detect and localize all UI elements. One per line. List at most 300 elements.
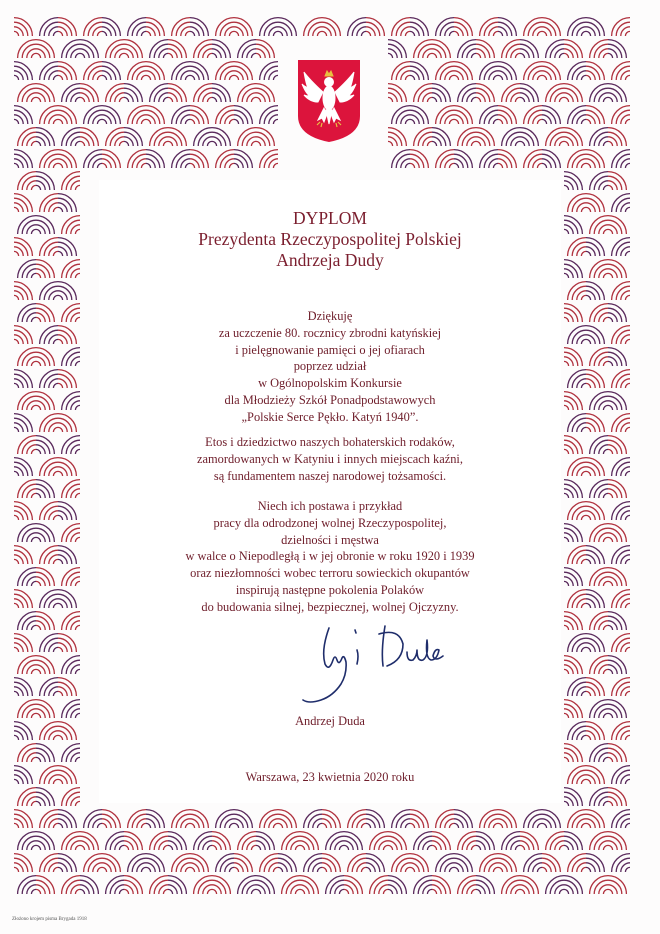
pattern-arc: [58, 691, 63, 696]
pattern-arc: [53, 75, 58, 80]
pattern-arc: [234, 823, 239, 828]
polish-eagle-emblem-icon: [296, 58, 362, 144]
pattern-arc: [31, 757, 36, 762]
pattern-arc: [449, 163, 454, 168]
pattern-arc: [625, 119, 630, 124]
pattern-arc: [625, 339, 630, 344]
pattern-arc: [36, 493, 41, 498]
pattern-arc: [124, 845, 129, 850]
pattern-arc: [564, 581, 569, 586]
pattern-arc: [75, 625, 80, 630]
pattern-arc: [625, 691, 630, 696]
pattern-arc: [212, 889, 217, 894]
pattern-arc: [586, 31, 591, 36]
pattern-arc: [586, 515, 591, 520]
pattern-arc: [405, 75, 410, 80]
pattern-arc: [102, 867, 107, 872]
text-line: oraz niezłomności wobec terroru sowieckich okupantów: [190, 566, 470, 581]
pattern-arc: [405, 867, 410, 872]
pattern-arc: [185, 163, 190, 168]
pattern-arc: [31, 273, 36, 278]
pattern-arc: [564, 229, 569, 234]
pattern-arc: [31, 537, 36, 542]
pattern-arc: [317, 867, 322, 872]
pattern-arc: [603, 713, 608, 718]
pattern-arc: [36, 97, 41, 102]
pattern-arc: [14, 383, 19, 388]
pattern-arc: [58, 471, 63, 476]
pattern-arc: [603, 97, 608, 102]
pattern-arc: [75, 669, 80, 674]
pattern-arc: [471, 889, 476, 894]
pattern-arc: [190, 163, 195, 168]
pattern-arc: [405, 823, 410, 828]
pattern-arc: [564, 361, 569, 366]
pattern-arc: [410, 163, 415, 168]
pattern-arc: [207, 53, 212, 58]
pattern-arc: [586, 251, 591, 256]
pattern-arc: [581, 383, 586, 388]
pattern-arc: [515, 97, 520, 102]
pattern-arc: [581, 515, 586, 520]
pattern-arc: [581, 867, 586, 872]
pattern-arc: [581, 295, 586, 300]
pattern-arc: [31, 801, 36, 806]
pattern-arc: [559, 845, 564, 850]
pattern-arc: [625, 515, 630, 520]
pattern-arc: [608, 669, 613, 674]
pattern-arc: [608, 493, 613, 498]
pattern-arc: [361, 31, 366, 36]
pattern-arc: [273, 163, 278, 168]
pattern-arc: [366, 31, 371, 36]
pattern-arc: [608, 317, 613, 322]
title-line-name: Andrzeja Dudy: [276, 250, 384, 270]
pattern-arc: [190, 75, 195, 80]
pattern-arc: [498, 119, 503, 124]
pattern-arc: [410, 75, 415, 80]
pattern-arc: [586, 603, 591, 608]
pattern-arc: [58, 383, 63, 388]
pattern-arc: [256, 53, 261, 58]
pattern-arc: [339, 889, 344, 894]
text-line: Etos i dziedzictwo naszych bohaterskich rodaków,: [205, 435, 455, 449]
pattern-arc: [581, 647, 586, 652]
pattern-arc: [603, 141, 608, 146]
pattern-arc: [542, 119, 547, 124]
pattern-arc: [185, 823, 190, 828]
pattern-arc: [581, 471, 586, 476]
pattern-arc: [190, 119, 195, 124]
pattern-arc: [471, 97, 476, 102]
pattern-arc: [36, 713, 41, 718]
pattern-arc: [97, 75, 102, 80]
pattern-arc: [603, 229, 608, 234]
pattern-arc: [383, 845, 388, 850]
text-line: w Ogólnopolskim Konkursie: [258, 376, 402, 391]
pattern-arc: [608, 801, 613, 806]
pattern-arc: [168, 97, 173, 102]
pattern-arc: [608, 625, 613, 630]
pattern-arc: [119, 889, 124, 894]
pattern-arc: [31, 317, 36, 322]
pattern-arc: [36, 361, 41, 366]
pattern-arc: [603, 757, 608, 762]
pattern-arc: [97, 31, 102, 36]
pattern-arc: [586, 119, 591, 124]
pattern-arc: [537, 823, 542, 828]
pattern-arc: [80, 845, 85, 850]
pattern-arc: [58, 647, 63, 652]
pattern-arc: [185, 867, 190, 872]
pattern-arc: [75, 845, 80, 850]
pattern-arc: [603, 537, 608, 542]
pattern-arc: [427, 141, 432, 146]
pattern-arc: [388, 141, 393, 146]
pattern-arc: [124, 889, 129, 894]
pattern-arc: [564, 713, 569, 718]
pattern-arc: [58, 823, 63, 828]
pattern-arc: [295, 845, 300, 850]
pattern-arc: [471, 845, 476, 850]
pattern-arc: [361, 867, 366, 872]
pattern-arc: [344, 889, 349, 894]
pattern-arc: [278, 31, 283, 36]
text-line: i pielęgnowanie pamięci o jej ofiarach: [235, 342, 425, 357]
text-line: poprzez udział: [293, 359, 367, 374]
pattern-arc: [278, 823, 283, 828]
pattern-arc: [185, 119, 190, 124]
pattern-arc: [295, 889, 300, 894]
pattern-arc: [581, 779, 586, 784]
pattern-arc: [31, 405, 36, 410]
pattern-arc: [102, 163, 107, 168]
pattern-arc: [234, 119, 239, 124]
pattern-arc: [427, 889, 432, 894]
pattern-arc: [14, 647, 19, 652]
pattern-arc: [168, 845, 173, 850]
pattern-arc: [256, 97, 261, 102]
pattern-arc: [520, 141, 525, 146]
pattern-arc: [31, 361, 36, 366]
pattern-arc: [586, 779, 591, 784]
pattern-arc: [80, 889, 85, 894]
pattern-arc: [581, 119, 586, 124]
pattern-arc: [586, 383, 591, 388]
pattern-arc: [625, 295, 630, 300]
pattern-arc: [207, 141, 212, 146]
pattern-arc: [80, 141, 85, 146]
pattern-arc: [168, 141, 173, 146]
pattern-arc: [97, 823, 102, 828]
pattern-arc: [625, 559, 630, 564]
pattern-arc: [586, 295, 591, 300]
pattern-arc: [53, 603, 58, 608]
pattern-arc: [256, 845, 261, 850]
pattern-arc: [36, 845, 41, 850]
pattern-arc: [75, 97, 80, 102]
pattern-arc: [542, 163, 547, 168]
pattern-arc: [14, 75, 19, 80]
pattern-arc: [36, 273, 41, 278]
pattern-arc: [581, 735, 586, 740]
pattern-arc: [603, 317, 608, 322]
pattern-arc: [564, 405, 569, 410]
pattern-arc: [581, 427, 586, 432]
pattern-arc: [471, 141, 476, 146]
pattern-arc: [251, 97, 256, 102]
pattern-arc: [273, 823, 278, 828]
pattern-arc: [75, 801, 80, 806]
pattern-arc: [564, 625, 569, 630]
pattern-arc: [405, 31, 410, 36]
pattern-arc: [31, 493, 36, 498]
pattern-arc: [564, 97, 569, 102]
pattern-arc: [449, 823, 454, 828]
pattern-arc: [586, 471, 591, 476]
pattern-arc: [53, 735, 58, 740]
pattern-arc: [75, 141, 80, 146]
pattern-arc: [163, 97, 168, 102]
pattern-arc: [278, 867, 283, 872]
pattern-arc: [80, 53, 85, 58]
pattern-arc: [14, 603, 19, 608]
pattern-arc: [564, 845, 569, 850]
pattern-arc: [608, 229, 613, 234]
pattern-arc: [603, 845, 608, 850]
pattern-arc: [31, 889, 36, 894]
pattern-arc: [207, 97, 212, 102]
pattern-arc: [581, 559, 586, 564]
pattern-arc: [608, 405, 613, 410]
pattern-arc: [476, 889, 481, 894]
pattern-arc: [322, 823, 327, 828]
pattern-arc: [449, 119, 454, 124]
pattern-arc: [14, 427, 19, 432]
pattern-arc: [168, 889, 173, 894]
pattern-arc: [141, 75, 146, 80]
pattern-arc: [229, 119, 234, 124]
pattern-arc: [581, 207, 586, 212]
pattern-arc: [146, 119, 151, 124]
place-and-date: Warszawa, 23 kwietnia 2020 roku: [245, 770, 415, 784]
pattern-arc: [564, 449, 569, 454]
pattern-arc: [229, 867, 234, 872]
pattern-arc: [14, 823, 19, 828]
pattern-arc: [603, 493, 608, 498]
pattern-arc: [36, 537, 41, 542]
pattern-arc: [119, 53, 124, 58]
pattern-arc: [498, 823, 503, 828]
pattern-arc: [119, 141, 124, 146]
text-line: zamordowanych w Katyniu i innych miejscach kaźni,: [197, 451, 463, 466]
pattern-arc: [537, 119, 542, 124]
pattern-arc: [608, 581, 613, 586]
pattern-arc: [58, 559, 63, 564]
pattern-arc: [427, 845, 432, 850]
pattern-arc: [625, 383, 630, 388]
pattern-arc: [212, 53, 217, 58]
pattern-arc: [625, 31, 630, 36]
pattern-arc: [36, 581, 41, 586]
pattern-arc: [515, 141, 520, 146]
pattern-arc: [58, 603, 63, 608]
pattern-arc: [212, 141, 217, 146]
pattern-arc: [124, 97, 129, 102]
pattern-arc: [493, 75, 498, 80]
pattern-arc: [58, 735, 63, 740]
pattern-arc: [97, 163, 102, 168]
pattern-arc: [564, 757, 569, 762]
pattern-arc: [251, 845, 256, 850]
pattern-arc: [625, 735, 630, 740]
pattern-arc: [388, 97, 393, 102]
pattern-arc: [581, 163, 586, 168]
pattern-arc: [322, 867, 327, 872]
pattern-arc: [31, 845, 36, 850]
pattern-arc: [36, 141, 41, 146]
signer-name: Andrzej Duda: [295, 714, 365, 728]
pattern-arc: [586, 823, 591, 828]
pattern-arc: [625, 779, 630, 784]
pattern-arc: [454, 119, 459, 124]
pattern-arc: [586, 427, 591, 432]
pattern-arc: [625, 427, 630, 432]
paragraph-thanks: [99, 308, 561, 426]
pattern-arc: [141, 119, 146, 124]
pattern-arc: [498, 867, 503, 872]
pattern-arc: [586, 75, 591, 80]
pattern-arc: [515, 53, 520, 58]
pattern-arc: [410, 867, 415, 872]
pattern-arc: [476, 845, 481, 850]
pattern-arc: [603, 405, 608, 410]
pattern-arc: [586, 339, 591, 344]
pattern-arc: [53, 823, 58, 828]
pattern-arc: [14, 119, 19, 124]
pattern-arc: [603, 273, 608, 278]
pattern-arc: [608, 537, 613, 542]
pattern-arc: [625, 163, 630, 168]
pattern-arc: [14, 31, 19, 36]
pattern-arc: [564, 317, 569, 322]
pattern-arc: [603, 669, 608, 674]
pattern-arc: [537, 75, 542, 80]
pattern-arc: [542, 823, 547, 828]
pattern-arc: [388, 53, 393, 58]
pattern-arc: [75, 581, 80, 586]
pattern-arc: [603, 185, 608, 190]
pattern-arc: [234, 163, 239, 168]
pattern-arc: [454, 867, 459, 872]
pattern-arc: [124, 53, 129, 58]
pattern-arc: [14, 779, 19, 784]
pattern-arc: [14, 339, 19, 344]
pattern-arc: [36, 405, 41, 410]
pattern-arc: [141, 823, 146, 828]
pattern-arc: [581, 339, 586, 344]
pattern-arc: [564, 53, 569, 58]
pattern-arc: [564, 185, 569, 190]
pattern-arc: [229, 823, 234, 828]
pattern-arc: [212, 845, 217, 850]
pattern-arc: [625, 823, 630, 828]
pattern-arc: [146, 867, 151, 872]
pattern-arc: [366, 867, 371, 872]
pattern-arc: [542, 31, 547, 36]
pattern-arc: [603, 361, 608, 366]
pattern-arc: [234, 867, 239, 872]
pattern-arc: [190, 31, 195, 36]
pattern-arc: [163, 53, 168, 58]
pattern-arc: [427, 53, 432, 58]
pattern-arc: [515, 889, 520, 894]
pattern-arc: [75, 493, 80, 498]
pattern-arc: [31, 449, 36, 454]
pattern-arc: [322, 31, 327, 36]
pattern-arc: [317, 31, 322, 36]
pattern-arc: [14, 471, 19, 476]
diploma-content-area: [99, 180, 561, 803]
text-line: są fundamentem naszej narodowej tożsamości.: [213, 468, 447, 483]
pattern-arc: [31, 141, 36, 146]
pattern-arc: [603, 889, 608, 894]
pattern-arc: [97, 119, 102, 124]
pattern-arc: [559, 97, 564, 102]
pattern-arc: [58, 339, 63, 344]
pattern-arc: [344, 845, 349, 850]
pattern-arc: [234, 31, 239, 36]
pattern-arc: [454, 75, 459, 80]
pattern-arc: [542, 867, 547, 872]
pattern-arc: [185, 75, 190, 80]
pattern-arc: [53, 207, 58, 212]
pattern-arc: [432, 97, 437, 102]
pattern-arc: [53, 559, 58, 564]
pattern-arc: [75, 361, 80, 366]
pattern-arc: [273, 119, 278, 124]
pattern-arc: [493, 31, 498, 36]
pattern-arc: [493, 823, 498, 828]
title-line-president: Prezydenta Rzeczypospolitej Polskiej: [198, 229, 462, 249]
pattern-arc: [102, 31, 107, 36]
pattern-arc: [229, 31, 234, 36]
pattern-arc: [586, 163, 591, 168]
pattern-arc: [625, 251, 630, 256]
pattern-arc: [520, 97, 525, 102]
pattern-arc: [625, 647, 630, 652]
pattern-arc: [119, 97, 124, 102]
pattern-arc: [608, 361, 613, 366]
pattern-arc: [14, 207, 19, 212]
pattern-arc: [58, 75, 63, 80]
pattern-arc: [405, 163, 410, 168]
paragraph-ethos: [99, 434, 561, 484]
pattern-arc: [31, 229, 36, 234]
pattern-arc: [36, 801, 41, 806]
pattern-arc: [476, 53, 481, 58]
pattern-arc: [190, 823, 195, 828]
pattern-arc: [58, 119, 63, 124]
pattern-arc: [586, 647, 591, 652]
pattern-arc: [361, 823, 366, 828]
pattern-arc: [190, 867, 195, 872]
pattern-arc: [564, 537, 569, 542]
text-line: pracy dla odrodzonej wolnej Rzeczypospolitej,: [213, 515, 447, 530]
pattern-arc: [586, 735, 591, 740]
pattern-arc: [102, 823, 107, 828]
pattern-arc: [53, 163, 58, 168]
